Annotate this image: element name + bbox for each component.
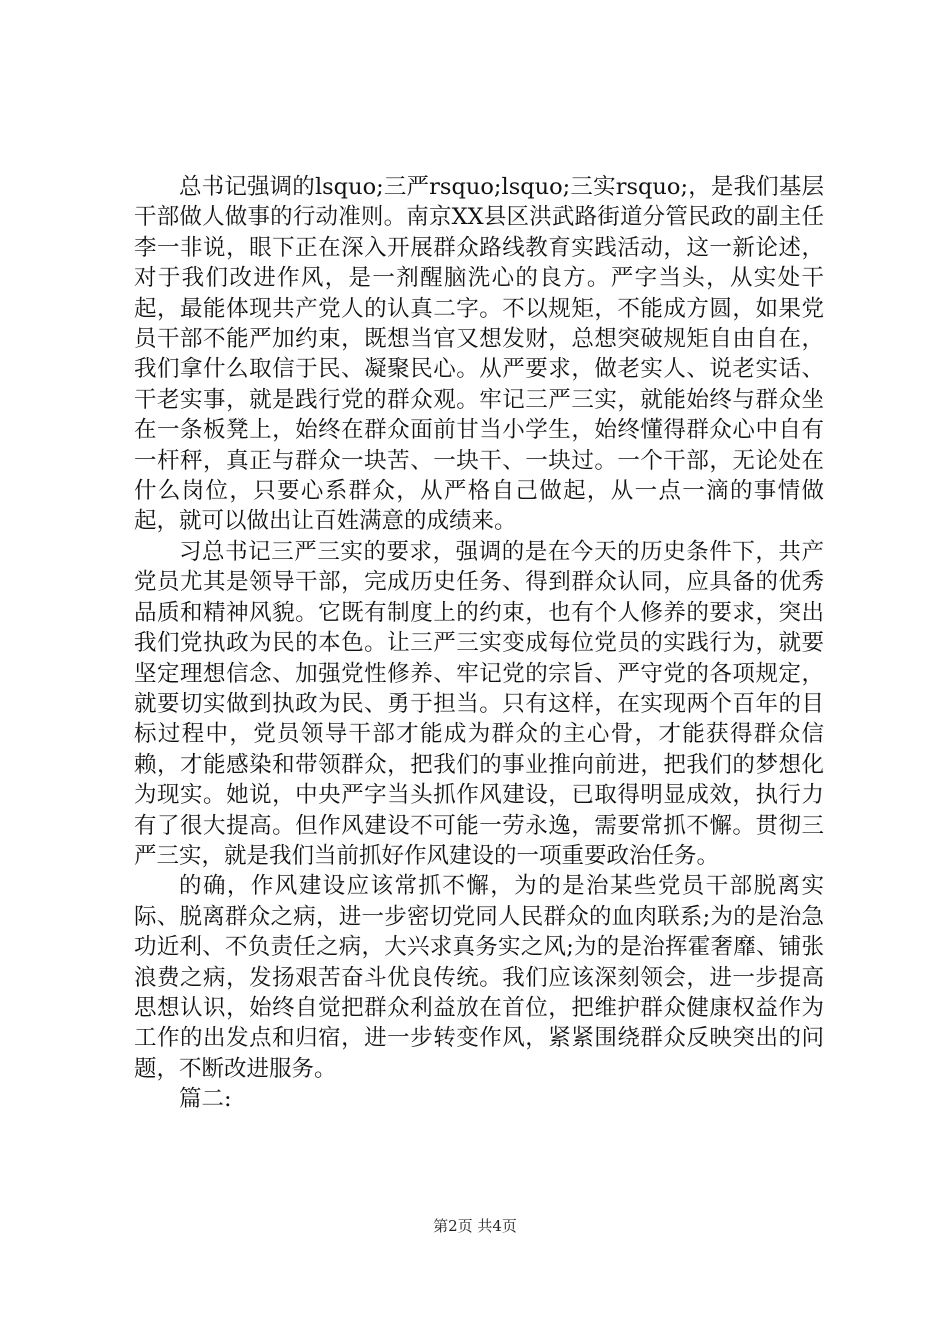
paragraph-1: 总书记强调的lsquo;三严rsquo;lsquo;三实rsquo;，是我们基层干部做人做事的行动准则。南京XX县区洪武路街道分管民政的副主任李一非说，眼下正在深入开展群众路线教育实践活动，这一新论述，对于我们改进作风，是一剂醒脑洗心的良方。严字当头，从实处干起，最能体现共产党人的认真二字。不以规矩，不能成方圆，如果党员干部不能严加约束，既想当官又想发财，总想突破规矩自由自在，我们拿什么取信于民、凝聚民心。从严要求，做老实人、说老实话、干老实事，就是践行党的群众观。牢记三严三实，就能始终与群众坐在一条板凳上，始终在群众面前甘当小学生，始终懂得群众心中自有一杆秤，真正与群众一块苦、一块干、一块过。一个干部，无论处在什么岗位，只要心系群众，从严格自己做起，从一点一滴的事情做起，就可以做出让百姓满意的成绩来。 xyxy=(134,174,824,535)
section-heading: 篇二: xyxy=(179,1086,232,1113)
page-footer: 第2页 共4页 xyxy=(433,1217,517,1235)
document-body xyxy=(134,172,824,1115)
paragraph-2: 习总书记三严三实的要求，强调的是在今天的历史条件下，共产党员尤其是领导干部，完成历史任务、得到群众认同，应具备的优秀品质和精神风貌。它既有制度上的约束，也有个人修养的要求，突出我们党执政为民的本色。让三严三实变成每位党员的实践行为，就要坚定理想信念、加强党性修养、牢记党的宗旨、严守党的各项规定，就要切实做到执政为民、勇于担当。只有这样，在实现两个百年的目标过程中，党员领导干部才能成为群众的主心骨，才能获得群众信赖，才能感染和带领群众，把我们的事业推向前进，把我们的梦想化为现实。她说，中央严字当头抓作风建设，已取得明显成效，执行力有了很大提高。但作风建设不可能一劳永逸，需要常抓不懈。贯彻三严三实，就是我们当前抓好作风建设的一项重要政治任务。 xyxy=(134,538,824,869)
paragraph-3: 的确，作风建设应该常抓不懈，为的是治某些党员干部脱离实际、脱离群众之病，进一步密切党同人民群众的血肉联系;为的是治急功近利、不负责任之病，大兴求真务实之风;为的是治挥霍奢靡、铺张浪费之病，发扬艰苦奋斗优良传统。我们应该深刻领会，进一步提高思想认识，始终自觉把群众利益放在首位，把维护群众健康权益作为工作的出发点和归宿，进一步转变作风，紧紧围绕群众反映突出的问题，不断改进服务。 xyxy=(134,873,824,1082)
